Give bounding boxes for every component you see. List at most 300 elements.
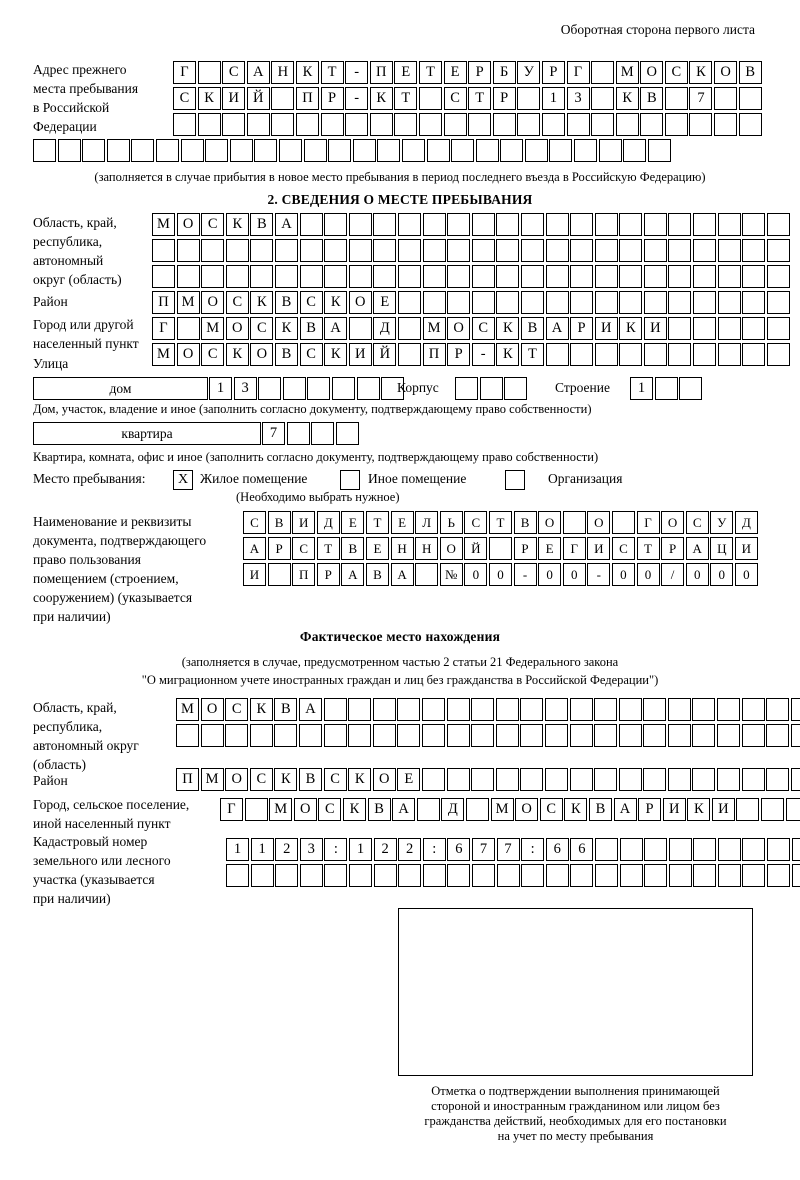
- char-cell[interactable]: [546, 265, 569, 288]
- char-cell[interactable]: Г: [152, 317, 175, 340]
- char-cell[interactable]: [82, 139, 105, 162]
- char-cell[interactable]: [766, 724, 789, 747]
- char-cell[interactable]: [591, 113, 614, 136]
- prev-address-row-2[interactable]: [173, 87, 763, 110]
- char-cell[interactable]: [718, 864, 741, 887]
- char-cell[interactable]: Т: [489, 511, 512, 534]
- char-cell[interactable]: [718, 213, 741, 236]
- char-cell[interactable]: [402, 139, 425, 162]
- char-cell[interactable]: [570, 265, 593, 288]
- char-cell[interactable]: [545, 768, 568, 791]
- char-cell[interactable]: [397, 698, 420, 721]
- char-cell[interactable]: [679, 377, 702, 400]
- char-cell[interactable]: [693, 291, 716, 314]
- char-cell[interactable]: С: [686, 511, 709, 534]
- char-cell[interactable]: М: [491, 798, 514, 821]
- char-cell[interactable]: [349, 265, 372, 288]
- char-cell[interactable]: 1: [251, 838, 274, 861]
- char-cell[interactable]: [665, 87, 688, 110]
- char-cell[interactable]: О: [294, 798, 317, 821]
- char-cell[interactable]: [692, 698, 715, 721]
- section2-street-row[interactable]: [152, 343, 791, 366]
- char-cell[interactable]: 7: [262, 422, 285, 445]
- char-cell[interactable]: В: [589, 798, 612, 821]
- char-cell[interactable]: [373, 698, 396, 721]
- char-cell[interactable]: К: [296, 61, 319, 84]
- char-cell[interactable]: Д: [373, 317, 396, 340]
- char-cell[interactable]: [718, 838, 741, 861]
- korpus-cells[interactable]: [455, 377, 529, 400]
- char-cell[interactable]: [504, 377, 527, 400]
- char-cell[interactable]: [717, 724, 740, 747]
- char-cell[interactable]: 0: [710, 563, 733, 586]
- char-cell[interactable]: [299, 724, 322, 747]
- char-cell[interactable]: [595, 343, 618, 366]
- char-cell[interactable]: М: [269, 798, 292, 821]
- char-cell[interactable]: [423, 239, 446, 262]
- section3-region-row-1[interactable]: [176, 698, 800, 721]
- char-cell[interactable]: [173, 113, 196, 136]
- char-cell[interactable]: [245, 798, 268, 821]
- char-cell[interactable]: [349, 317, 372, 340]
- char-cell[interactable]: [472, 864, 495, 887]
- char-cell[interactable]: [226, 864, 249, 887]
- char-cell[interactable]: К: [370, 87, 393, 110]
- char-cell[interactable]: Е: [373, 291, 396, 314]
- char-cell[interactable]: Е: [394, 61, 417, 84]
- char-cell[interactable]: [669, 838, 692, 861]
- char-cell[interactable]: [521, 213, 544, 236]
- char-cell[interactable]: Й: [247, 87, 270, 110]
- char-cell[interactable]: [619, 265, 642, 288]
- char-cell[interactable]: [668, 698, 691, 721]
- char-cell[interactable]: И: [349, 343, 372, 366]
- char-cell[interactable]: К: [343, 798, 366, 821]
- char-cell[interactable]: [718, 343, 741, 366]
- char-cell[interactable]: [447, 724, 470, 747]
- char-cell[interactable]: С: [292, 537, 315, 560]
- char-cell[interactable]: [328, 139, 351, 162]
- char-cell[interactable]: [398, 864, 421, 887]
- section2-region-row-3[interactable]: [152, 265, 791, 288]
- char-cell[interactable]: [644, 864, 667, 887]
- char-cell[interactable]: П: [176, 768, 199, 791]
- char-cell[interactable]: Р: [514, 537, 537, 560]
- section2-region-row-2[interactable]: [152, 239, 791, 262]
- char-cell[interactable]: [398, 265, 421, 288]
- char-cell[interactable]: [152, 265, 175, 288]
- char-cell[interactable]: [496, 698, 519, 721]
- char-cell[interactable]: [599, 139, 622, 162]
- char-cell[interactable]: П: [292, 563, 315, 586]
- char-cell[interactable]: 6: [546, 838, 569, 861]
- char-cell[interactable]: [423, 213, 446, 236]
- char-cell[interactable]: А: [243, 537, 266, 560]
- char-cell[interactable]: С: [250, 317, 273, 340]
- char-cell[interactable]: [767, 838, 790, 861]
- char-cell[interactable]: Г: [220, 798, 243, 821]
- char-cell[interactable]: [742, 768, 765, 791]
- char-cell[interactable]: О: [349, 291, 372, 314]
- char-cell[interactable]: К: [324, 291, 347, 314]
- char-cell[interactable]: Г: [637, 511, 660, 534]
- char-cell[interactable]: [640, 113, 663, 136]
- char-cell[interactable]: [546, 239, 569, 262]
- char-cell[interactable]: 6: [447, 838, 470, 861]
- char-cell[interactable]: [521, 291, 544, 314]
- char-cell[interactable]: И: [292, 511, 315, 534]
- char-cell[interactable]: [177, 317, 200, 340]
- house-cells[interactable]: [209, 377, 406, 400]
- char-cell[interactable]: 0: [464, 563, 487, 586]
- char-cell[interactable]: Е: [366, 537, 389, 560]
- char-cell[interactable]: [349, 864, 372, 887]
- cadastral-row-1[interactable]: [226, 838, 800, 861]
- char-cell[interactable]: -: [345, 87, 368, 110]
- char-cell[interactable]: В: [739, 61, 762, 84]
- char-cell[interactable]: С: [612, 537, 635, 560]
- char-cell[interactable]: [307, 377, 330, 400]
- char-cell[interactable]: [767, 213, 790, 236]
- char-cell[interactable]: [398, 317, 421, 340]
- char-cell[interactable]: [447, 265, 470, 288]
- char-cell[interactable]: И: [644, 317, 667, 340]
- stamp-box[interactable]: [398, 908, 753, 1076]
- char-cell[interactable]: П: [423, 343, 446, 366]
- char-cell[interactable]: [283, 377, 306, 400]
- char-cell[interactable]: С: [201, 213, 224, 236]
- char-cell[interactable]: [692, 724, 715, 747]
- char-cell[interactable]: 6: [570, 838, 593, 861]
- char-cell[interactable]: [131, 139, 154, 162]
- section2-city-row[interactable]: [152, 317, 791, 340]
- char-cell[interactable]: [766, 698, 789, 721]
- char-cell[interactable]: [447, 291, 470, 314]
- char-cell[interactable]: [619, 768, 642, 791]
- char-cell[interactable]: [496, 291, 519, 314]
- char-cell[interactable]: [693, 239, 716, 262]
- char-cell[interactable]: [447, 864, 470, 887]
- char-cell[interactable]: [767, 239, 790, 262]
- char-cell[interactable]: П: [370, 61, 393, 84]
- char-cell[interactable]: А: [341, 563, 364, 586]
- char-cell[interactable]: [177, 265, 200, 288]
- char-cell[interactable]: [181, 139, 204, 162]
- char-cell[interactable]: [644, 291, 667, 314]
- char-cell[interactable]: М: [201, 768, 224, 791]
- char-cell[interactable]: И: [243, 563, 266, 586]
- char-cell[interactable]: 1: [630, 377, 653, 400]
- char-cell[interactable]: [717, 768, 740, 791]
- char-cell[interactable]: [742, 698, 765, 721]
- char-cell[interactable]: [472, 291, 495, 314]
- char-cell[interactable]: М: [201, 317, 224, 340]
- char-cell[interactable]: [570, 239, 593, 262]
- char-cell[interactable]: [591, 87, 614, 110]
- char-cell[interactable]: №: [440, 563, 463, 586]
- char-cell[interactable]: О: [714, 61, 737, 84]
- char-cell[interactable]: :: [521, 838, 544, 861]
- section3-district-row[interactable]: [176, 768, 800, 791]
- char-cell[interactable]: [693, 265, 716, 288]
- char-cell[interactable]: [546, 213, 569, 236]
- char-cell[interactable]: -: [587, 563, 610, 586]
- char-cell[interactable]: [397, 724, 420, 747]
- char-cell[interactable]: -: [514, 563, 537, 586]
- char-cell[interactable]: [669, 864, 692, 887]
- char-cell[interactable]: Р: [493, 87, 516, 110]
- char-cell[interactable]: [444, 113, 467, 136]
- doc-row-1[interactable]: [243, 511, 759, 534]
- char-cell[interactable]: [643, 724, 666, 747]
- char-cell[interactable]: Е: [444, 61, 467, 84]
- char-cell[interactable]: [520, 768, 543, 791]
- char-cell[interactable]: [324, 698, 347, 721]
- char-cell[interactable]: [201, 265, 224, 288]
- char-cell[interactable]: [739, 113, 762, 136]
- char-cell[interactable]: [296, 113, 319, 136]
- char-cell[interactable]: [594, 768, 617, 791]
- char-cell[interactable]: А: [546, 317, 569, 340]
- char-cell[interactable]: Е: [397, 768, 420, 791]
- char-cell[interactable]: Б: [493, 61, 516, 84]
- char-cell[interactable]: [742, 864, 765, 887]
- char-cell[interactable]: [250, 265, 273, 288]
- char-cell[interactable]: А: [324, 317, 347, 340]
- char-cell[interactable]: [496, 724, 519, 747]
- char-cell[interactable]: [447, 768, 470, 791]
- char-cell[interactable]: [304, 139, 327, 162]
- char-cell[interactable]: [447, 698, 470, 721]
- char-cell[interactable]: [373, 724, 396, 747]
- char-cell[interactable]: 1: [349, 838, 372, 861]
- char-cell[interactable]: Р: [468, 61, 491, 84]
- char-cell[interactable]: [336, 422, 359, 445]
- char-cell[interactable]: [668, 768, 691, 791]
- char-cell[interactable]: Т: [366, 511, 389, 534]
- char-cell[interactable]: О: [250, 343, 273, 366]
- char-cell[interactable]: С: [222, 61, 245, 84]
- char-cell[interactable]: О: [201, 698, 224, 721]
- char-cell[interactable]: [500, 139, 523, 162]
- char-cell[interactable]: 1: [542, 87, 565, 110]
- char-cell[interactable]: [574, 139, 597, 162]
- place-type-checkbox-other[interactable]: [340, 470, 360, 490]
- char-cell[interactable]: В: [341, 537, 364, 560]
- char-cell[interactable]: В: [640, 87, 663, 110]
- char-cell[interactable]: С: [318, 798, 341, 821]
- char-cell[interactable]: [466, 798, 489, 821]
- char-cell[interactable]: [176, 724, 199, 747]
- char-cell[interactable]: [468, 113, 491, 136]
- char-cell[interactable]: [374, 864, 397, 887]
- char-cell[interactable]: Р: [317, 563, 340, 586]
- char-cell[interactable]: [476, 139, 499, 162]
- doc-row-3[interactable]: [243, 563, 759, 586]
- char-cell[interactable]: 0: [637, 563, 660, 586]
- char-cell[interactable]: [201, 239, 224, 262]
- char-cell[interactable]: [739, 87, 762, 110]
- char-cell[interactable]: [742, 239, 765, 262]
- char-cell[interactable]: А: [392, 798, 415, 821]
- char-cell[interactable]: [668, 239, 691, 262]
- char-cell[interactable]: -: [472, 343, 495, 366]
- char-cell[interactable]: [496, 213, 519, 236]
- char-cell[interactable]: К: [687, 798, 710, 821]
- char-cell[interactable]: [612, 511, 635, 534]
- char-cell[interactable]: [546, 343, 569, 366]
- char-cell[interactable]: [717, 698, 740, 721]
- char-cell[interactable]: [545, 698, 568, 721]
- char-cell[interactable]: И: [222, 87, 245, 110]
- char-cell[interactable]: Д: [735, 511, 758, 534]
- char-cell[interactable]: [472, 239, 495, 262]
- char-cell[interactable]: [321, 113, 344, 136]
- char-cell[interactable]: [616, 113, 639, 136]
- char-cell[interactable]: О: [447, 317, 470, 340]
- char-cell[interactable]: [718, 317, 741, 340]
- char-cell[interactable]: О: [661, 511, 684, 534]
- char-cell[interactable]: К: [496, 343, 519, 366]
- char-cell[interactable]: [791, 724, 800, 747]
- char-cell[interactable]: У: [517, 61, 540, 84]
- char-cell[interactable]: Т: [321, 61, 344, 84]
- char-cell[interactable]: [250, 239, 273, 262]
- char-cell[interactable]: 0: [612, 563, 635, 586]
- char-cell[interactable]: [373, 265, 396, 288]
- char-cell[interactable]: [595, 864, 618, 887]
- char-cell[interactable]: [422, 698, 445, 721]
- char-cell[interactable]: Д: [441, 798, 464, 821]
- char-cell[interactable]: [198, 113, 221, 136]
- char-cell[interactable]: [226, 265, 249, 288]
- char-cell[interactable]: К: [619, 317, 642, 340]
- char-cell[interactable]: В: [274, 698, 297, 721]
- char-cell[interactable]: [447, 239, 470, 262]
- char-cell[interactable]: :: [324, 838, 347, 861]
- char-cell[interactable]: [736, 798, 759, 821]
- char-cell[interactable]: 3: [234, 377, 257, 400]
- char-cell[interactable]: [668, 343, 691, 366]
- char-cell[interactable]: [668, 317, 691, 340]
- char-cell[interactable]: К: [275, 317, 298, 340]
- char-cell[interactable]: [451, 139, 474, 162]
- char-cell[interactable]: [546, 291, 569, 314]
- char-cell[interactable]: [275, 239, 298, 262]
- char-cell[interactable]: Г: [173, 61, 196, 84]
- char-cell[interactable]: А: [299, 698, 322, 721]
- char-cell[interactable]: С: [665, 61, 688, 84]
- char-cell[interactable]: [324, 864, 347, 887]
- char-cell[interactable]: Е: [341, 511, 364, 534]
- char-cell[interactable]: [521, 239, 544, 262]
- char-cell[interactable]: [742, 724, 765, 747]
- char-cell[interactable]: К: [616, 87, 639, 110]
- char-cell[interactable]: К: [689, 61, 712, 84]
- char-cell[interactable]: [324, 239, 347, 262]
- char-cell[interactable]: П: [152, 291, 175, 314]
- char-cell[interactable]: 7: [497, 838, 520, 861]
- char-cell[interactable]: [300, 864, 323, 887]
- char-cell[interactable]: [201, 724, 224, 747]
- char-cell[interactable]: Р: [661, 537, 684, 560]
- char-cell[interactable]: Г: [563, 537, 586, 560]
- char-cell[interactable]: [619, 291, 642, 314]
- char-cell[interactable]: [493, 113, 516, 136]
- char-cell[interactable]: С: [250, 768, 273, 791]
- char-cell[interactable]: [742, 265, 765, 288]
- char-cell[interactable]: [521, 265, 544, 288]
- char-cell[interactable]: 3: [567, 87, 590, 110]
- char-cell[interactable]: К: [324, 343, 347, 366]
- char-cell[interactable]: А: [275, 213, 298, 236]
- char-cell[interactable]: [546, 864, 569, 887]
- char-cell[interactable]: 3: [300, 838, 323, 861]
- char-cell[interactable]: [254, 139, 277, 162]
- char-cell[interactable]: Т: [637, 537, 660, 560]
- char-cell[interactable]: О: [177, 343, 200, 366]
- char-cell[interactable]: И: [712, 798, 735, 821]
- char-cell[interactable]: В: [521, 317, 544, 340]
- char-cell[interactable]: Н: [271, 61, 294, 84]
- char-cell[interactable]: Р: [447, 343, 470, 366]
- char-cell[interactable]: [791, 768, 800, 791]
- char-cell[interactable]: [353, 139, 376, 162]
- char-cell[interactable]: [177, 239, 200, 262]
- char-cell[interactable]: [644, 239, 667, 262]
- char-cell[interactable]: О: [440, 537, 463, 560]
- char-cell[interactable]: [496, 768, 519, 791]
- char-cell[interactable]: С: [324, 768, 347, 791]
- char-cell[interactable]: [423, 291, 446, 314]
- char-cell[interactable]: [766, 768, 789, 791]
- char-cell[interactable]: [594, 724, 617, 747]
- char-cell[interactable]: В: [514, 511, 537, 534]
- char-cell[interactable]: [58, 139, 81, 162]
- char-cell[interactable]: Г: [567, 61, 590, 84]
- char-cell[interactable]: [792, 838, 800, 861]
- char-cell[interactable]: М: [152, 343, 175, 366]
- char-cell[interactable]: К: [564, 798, 587, 821]
- char-cell[interactable]: Н: [391, 537, 414, 560]
- char-cell[interactable]: [251, 864, 274, 887]
- section2-region-row-1[interactable]: [152, 213, 791, 236]
- char-cell[interactable]: [152, 239, 175, 262]
- char-cell[interactable]: [225, 724, 248, 747]
- char-cell[interactable]: И: [587, 537, 610, 560]
- char-cell[interactable]: [258, 377, 281, 400]
- char-cell[interactable]: [619, 213, 642, 236]
- char-cell[interactable]: [742, 838, 765, 861]
- char-cell[interactable]: [311, 422, 334, 445]
- char-cell[interactable]: [300, 213, 323, 236]
- section3-city-row[interactable]: [220, 798, 800, 821]
- char-cell[interactable]: 0: [563, 563, 586, 586]
- char-cell[interactable]: Ь: [440, 511, 463, 534]
- char-cell[interactable]: П: [296, 87, 319, 110]
- char-cell[interactable]: [517, 87, 540, 110]
- char-cell[interactable]: [324, 265, 347, 288]
- char-cell[interactable]: М: [177, 291, 200, 314]
- char-cell[interactable]: [156, 139, 179, 162]
- char-cell[interactable]: [517, 113, 540, 136]
- char-cell[interactable]: [417, 798, 440, 821]
- char-cell[interactable]: [545, 724, 568, 747]
- char-cell[interactable]: [742, 317, 765, 340]
- flat-cells[interactable]: [262, 422, 360, 445]
- char-cell[interactable]: [595, 265, 618, 288]
- char-cell[interactable]: [570, 768, 593, 791]
